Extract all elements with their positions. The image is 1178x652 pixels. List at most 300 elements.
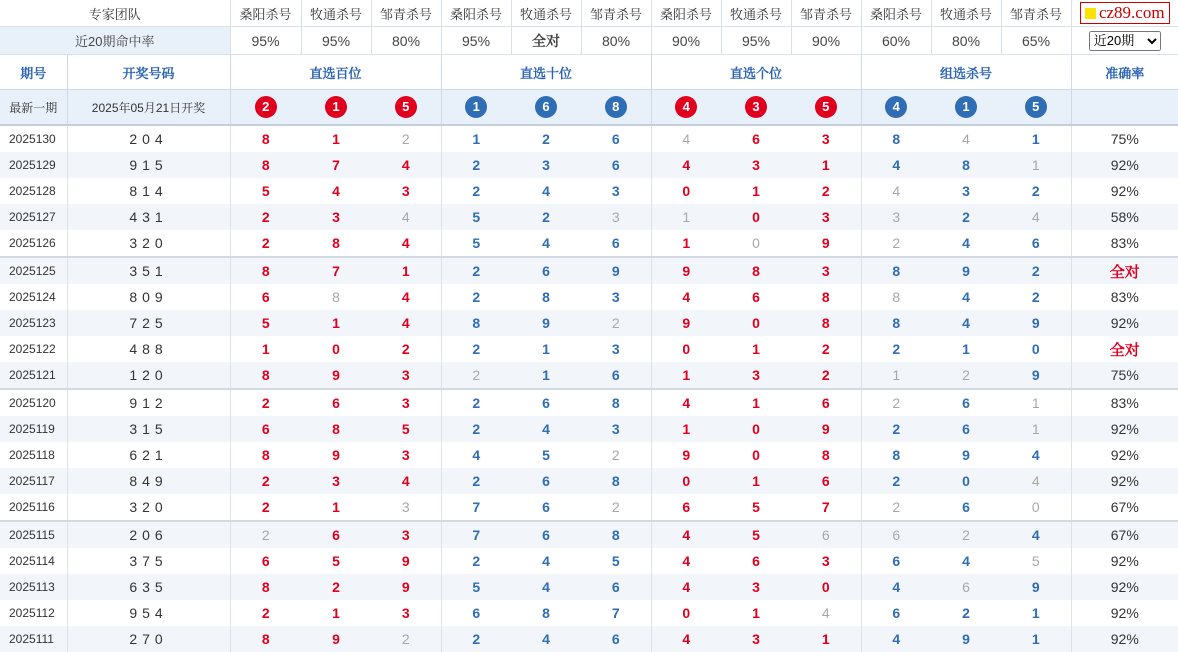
period-number: 2025127 (0, 204, 67, 230)
kill-number: 2 (892, 421, 901, 437)
kill-number: 4 (1031, 473, 1040, 489)
kill-number: 2 (1031, 289, 1040, 305)
draw-number: 621 (67, 442, 230, 468)
kill-number: 6 (682, 499, 691, 515)
kill-number: 1 (962, 341, 970, 357)
kill-number: 4 (892, 579, 901, 595)
kill-number: 4 (1031, 447, 1040, 463)
kill-number: 8 (261, 131, 270, 147)
kill-number: 2 (821, 183, 830, 199)
draw-number: 270 (67, 626, 230, 652)
kill-number: 8 (821, 315, 830, 331)
expert-name: 牧通杀号 (511, 0, 581, 27)
expert-name: 邹青杀号 (371, 0, 441, 27)
kill-number: 0 (821, 579, 830, 595)
kill-ball: 5 (815, 96, 837, 118)
table-row (0, 257, 1178, 284)
kill-number: 2 (542, 131, 550, 147)
kill-number: 2 (472, 395, 481, 411)
period-number: 2025115 (0, 521, 67, 548)
kill-number: 8 (962, 157, 970, 173)
draw-number: 320 (67, 494, 230, 521)
kill-number: 6 (892, 527, 901, 543)
kill-number: 4 (962, 553, 970, 569)
draw-number: 320 (67, 230, 230, 257)
kill-number: 9 (332, 631, 340, 647)
kill-number: 5 (261, 315, 270, 331)
draw-number: 912 (67, 389, 230, 416)
kill-number: 6 (611, 157, 620, 173)
draw-number: 488 (67, 336, 230, 362)
kill-number: 0 (682, 605, 691, 621)
kill-number: 4 (401, 315, 410, 331)
kill-number: 5 (611, 553, 620, 569)
kill-number: 6 (472, 605, 481, 621)
table-row (0, 521, 1178, 548)
kill-number: 6 (542, 473, 550, 489)
kill-number: 2 (472, 289, 481, 305)
table-row (0, 548, 1178, 574)
kill-number: 6 (821, 395, 830, 411)
expert-name: 桑阳杀号 (441, 0, 511, 27)
hit-rate: 95% (441, 27, 511, 55)
kill-number: 2 (1031, 263, 1040, 279)
kill-number: 4 (682, 631, 691, 647)
kill-number: 1 (1031, 421, 1040, 437)
kill-number: 2 (892, 341, 901, 357)
table-row (0, 442, 1178, 468)
kill-number: 3 (332, 473, 340, 489)
kill-number: 3 (401, 367, 410, 383)
kill-number: 0 (962, 473, 970, 489)
table-row (0, 574, 1178, 600)
table-row (0, 494, 1178, 521)
kill-number: 1 (752, 395, 760, 411)
kill-number: 6 (542, 527, 550, 543)
accuracy-value: 75% (1110, 367, 1139, 383)
kill-number: 1 (1031, 605, 1040, 621)
kill-number: 1 (261, 341, 270, 357)
kill-number: 6 (261, 421, 270, 437)
expert-name: 邹青杀号 (581, 0, 651, 27)
kill-number: 8 (611, 527, 620, 543)
kill-number: 6 (962, 499, 970, 515)
kill-number: 4 (962, 235, 970, 251)
accuracy-value: 92% (1110, 183, 1139, 199)
kill-number: 4 (332, 183, 340, 199)
kill-number: 8 (611, 395, 620, 411)
kill-number: 2 (472, 367, 481, 383)
kill-number: 4 (542, 631, 550, 647)
kill-number: 6 (542, 499, 550, 515)
accuracy-value: 58% (1110, 209, 1139, 225)
kill-number: 0 (332, 341, 340, 357)
kill-number: 4 (1031, 527, 1040, 543)
kill-ball: 1 (325, 96, 347, 118)
kill-number: 6 (821, 473, 830, 489)
kill-number: 8 (332, 289, 340, 305)
hit-rate: 65% (1001, 27, 1071, 55)
kill-number: 0 (752, 421, 760, 437)
kill-number: 3 (752, 579, 760, 595)
table-row (0, 389, 1178, 416)
kill-number: 9 (682, 315, 691, 331)
kill-number: 2 (821, 367, 830, 383)
kill-number: 4 (821, 605, 830, 621)
kill-number: 9 (1031, 367, 1040, 383)
kill-number: 2 (892, 473, 901, 489)
kill-ball: 1 (955, 96, 977, 118)
table-row (0, 362, 1178, 389)
accuracy-value: 67% (1110, 527, 1139, 543)
hit-rate: 95% (301, 27, 371, 55)
kill-number: 4 (962, 289, 970, 305)
kill-number: 8 (821, 447, 830, 463)
kill-number: 9 (962, 447, 970, 463)
accuracy-value: 92% (1110, 553, 1139, 569)
kill-number: 7 (332, 157, 340, 173)
table-row (0, 284, 1178, 310)
kill-number: 7 (472, 499, 481, 515)
accuracy-value: 75% (1110, 131, 1139, 147)
site-logo[interactable] (1080, 2, 1170, 24)
accuracy-value: 92% (1110, 421, 1139, 437)
kill-number: 4 (962, 315, 970, 331)
expert-name: 牧通杀号 (301, 0, 371, 27)
kill-number: 1 (682, 367, 691, 383)
kill-number: 3 (752, 157, 760, 173)
kill-number: 9 (821, 421, 830, 437)
kill-number: 1 (682, 235, 691, 251)
table-row (0, 125, 1178, 152)
period-number: 2025113 (0, 574, 67, 600)
latest-accuracy (1071, 90, 1178, 126)
accuracy-value: 全对 (1109, 341, 1140, 359)
period-number: 2025126 (9, 236, 56, 250)
draw-number: 204 (67, 125, 230, 152)
draw-number: 725 (67, 310, 230, 336)
table-row (0, 600, 1178, 626)
kill-number: 2 (472, 631, 481, 647)
table-row (0, 204, 1178, 230)
kill-number: 1 (401, 263, 410, 279)
kill-number: 4 (682, 289, 691, 305)
kill-number: 1 (1031, 157, 1040, 173)
kill-number: 4 (401, 289, 410, 305)
draw-number: 635 (67, 574, 230, 600)
kill-number: 6 (962, 395, 970, 411)
logo-square-icon (1085, 8, 1096, 19)
draw-number: 315 (67, 416, 230, 442)
kill-number: 1 (1031, 631, 1040, 647)
rate-label: 近20期命中率 (0, 27, 230, 55)
kill-number: 2 (962, 367, 970, 383)
kill-number: 9 (332, 447, 340, 463)
kill-number: 6 (752, 289, 760, 305)
kill-number: 2 (261, 209, 270, 225)
period-number: 2025124 (9, 290, 56, 304)
kill-number: 4 (401, 235, 410, 251)
col-group-units: 直选个位 (651, 55, 861, 90)
kill-number: 4 (542, 579, 550, 595)
kill-number: 2 (472, 183, 481, 199)
kill-number: 8 (472, 315, 481, 331)
kill-number: 9 (401, 579, 410, 595)
kill-number: 3 (611, 421, 620, 437)
kill-number: 6 (542, 263, 550, 279)
kill-number: 5 (472, 579, 481, 595)
kill-number: 9 (962, 631, 970, 647)
kill-number: 9 (1031, 579, 1040, 595)
accuracy-value: 83% (1110, 289, 1139, 305)
kill-number: 4 (401, 157, 410, 173)
kill-ball: 1 (465, 96, 487, 118)
table-row (0, 230, 1178, 257)
kill-number: 0 (752, 235, 760, 251)
kill-number: 5 (752, 527, 760, 543)
kill-number: 6 (611, 131, 620, 147)
kill-number: 9 (962, 263, 970, 279)
kill-number: 9 (682, 263, 691, 279)
kill-number: 4 (892, 157, 901, 173)
kill-ball: 4 (885, 96, 907, 118)
kill-number: 0 (752, 447, 760, 463)
kill-number: 2 (332, 579, 340, 595)
kill-number: 3 (401, 395, 410, 411)
hit-rate: 80% (371, 27, 441, 55)
kill-number: 4 (1031, 209, 1040, 225)
expert-name: 桑阳杀号 (230, 0, 301, 27)
table-row (0, 336, 1178, 362)
kill-number: 5 (401, 421, 410, 437)
team-label: 专家团队 (0, 0, 230, 27)
kill-ball: 8 (605, 96, 627, 118)
kill-number: 6 (332, 395, 340, 411)
kill-number: 3 (611, 209, 620, 225)
period-number: 2025120 (0, 389, 67, 416)
kill-number: 8 (892, 289, 901, 305)
kill-number: 3 (542, 157, 550, 173)
kill-number: 1 (542, 341, 550, 357)
kill-ball: 6 (535, 96, 557, 118)
kill-number: 1 (1031, 131, 1040, 147)
kill-number: 3 (401, 527, 410, 543)
kill-number: 6 (611, 631, 620, 647)
kill-number: 3 (821, 209, 830, 225)
kill-number: 1 (752, 473, 760, 489)
kill-number: 9 (1031, 315, 1040, 331)
kill-number: 8 (892, 131, 901, 147)
kill-number: 1 (332, 131, 340, 147)
period-range-select[interactable] (1089, 31, 1161, 51)
accuracy-value: 全对 (1109, 263, 1140, 281)
kill-number: 3 (821, 553, 830, 569)
period-number: 2025128 (9, 184, 56, 198)
kill-number: 6 (752, 131, 760, 147)
kill-number: 8 (752, 263, 760, 279)
kill-number: 9 (401, 553, 410, 569)
kill-number: 0 (1031, 341, 1040, 357)
kill-ball: 5 (1025, 96, 1047, 118)
col-accuracy: 准确率 (1071, 55, 1178, 90)
col-group-tens: 直选十位 (441, 55, 651, 90)
kill-number: 3 (752, 631, 760, 647)
kill-number: 0 (752, 209, 760, 225)
kill-number: 5 (1031, 553, 1040, 569)
kill-number: 6 (611, 235, 620, 251)
col-group-hundreds: 直选百位 (230, 55, 441, 90)
kill-number: 0 (682, 473, 691, 489)
table-row (0, 468, 1178, 494)
kill-number: 2 (611, 447, 620, 463)
period-number: 2025130 (9, 132, 56, 146)
kill-number: 0 (752, 315, 760, 331)
kill-number: 1 (1031, 395, 1040, 411)
kill-number: 2 (472, 553, 481, 569)
draw-number: 120 (67, 362, 230, 389)
column-header-row (0, 55, 1178, 90)
table-row (0, 178, 1178, 204)
expert-name: 邹青杀号 (791, 0, 861, 27)
kill-number: 4 (542, 183, 550, 199)
period-number: 2025116 (9, 500, 55, 514)
kill-number: 1 (332, 499, 340, 515)
kill-number: 1 (682, 209, 691, 225)
kill-number: 8 (332, 235, 340, 251)
accuracy-value: 92% (1110, 579, 1139, 595)
hit-rate: 60% (861, 27, 931, 55)
latest-row (0, 90, 1178, 126)
kill-number: 3 (752, 367, 760, 383)
kill-number: 3 (892, 209, 901, 225)
expert-name: 牧通杀号 (931, 0, 1001, 27)
col-period: 期号 (0, 55, 67, 90)
hit-rate: 95% (721, 27, 791, 55)
kill-number: 3 (401, 499, 410, 515)
expert-name: 桑阳杀号 (651, 0, 721, 27)
kill-number: 2 (962, 527, 970, 543)
kill-number: 6 (542, 395, 550, 411)
logo-text: cz89.com (1098, 3, 1165, 22)
kill-number: 0 (1031, 499, 1040, 515)
kill-number: 4 (682, 527, 691, 543)
kill-number: 6 (892, 605, 901, 621)
kill-number: 2 (261, 605, 270, 621)
kill-number: 2 (892, 499, 901, 515)
kill-number: 1 (752, 183, 760, 199)
kill-number: 1 (542, 367, 550, 383)
expert-team-row (0, 0, 1178, 27)
draw-number: 915 (67, 152, 230, 178)
accuracy-value: 92% (1110, 631, 1139, 647)
kill-number: 6 (821, 527, 830, 543)
kill-number: 2 (611, 315, 620, 331)
kill-number: 8 (261, 447, 270, 463)
kill-number: 2 (1031, 183, 1040, 199)
kill-number: 6 (332, 527, 340, 543)
kill-number: 1 (682, 421, 691, 437)
kill-number: 2 (542, 209, 550, 225)
kill-number: 3 (821, 131, 830, 147)
kill-number: 6 (1031, 235, 1040, 251)
kill-number: 8 (542, 289, 550, 305)
kill-number: 9 (682, 447, 691, 463)
accuracy-value: 92% (1110, 473, 1139, 489)
period-select-cell (1071, 27, 1178, 55)
kill-number: 2 (472, 421, 481, 437)
period-number: 2025112 (9, 606, 55, 620)
kill-number: 8 (821, 289, 830, 305)
kill-number: 1 (332, 605, 340, 621)
draw-number: 954 (67, 600, 230, 626)
hit-rate: 全对 (511, 27, 581, 55)
kill-number: 3 (401, 183, 410, 199)
expert-name: 牧通杀号 (721, 0, 791, 27)
kill-number: 3 (332, 209, 340, 225)
kill-number: 2 (892, 395, 901, 411)
kill-ball: 4 (675, 96, 697, 118)
kill-number: 4 (682, 131, 691, 147)
period-number: 2025111 (0, 626, 67, 652)
latest-date: 2025年05月21日开奖 (67, 90, 230, 126)
hit-rate: 80% (581, 27, 651, 55)
kill-number: 1 (752, 605, 760, 621)
kill-number: 8 (611, 473, 620, 489)
kill-number: 9 (611, 263, 620, 279)
expert-name: 桑阳杀号 (861, 0, 931, 27)
kill-number: 5 (542, 447, 550, 463)
kill-number: 6 (261, 553, 270, 569)
kill-number: 2 (401, 341, 410, 357)
kill-number: 9 (332, 367, 340, 383)
kill-number: 2 (962, 209, 970, 225)
kill-number: 9 (821, 235, 830, 251)
period-number: 2025117 (0, 468, 67, 494)
kill-ball: 5 (395, 96, 417, 118)
kill-number: 3 (401, 447, 410, 463)
accuracy-value: 83% (1110, 235, 1139, 251)
kill-number: 2 (261, 235, 270, 251)
kill-number: 2 (892, 235, 901, 251)
period-number: 2025121 (0, 362, 67, 389)
hit-rate: 80% (931, 27, 1001, 55)
kill-number: 2 (472, 157, 481, 173)
kill-number: 5 (472, 209, 481, 225)
accuracy-value: 83% (1110, 395, 1139, 411)
draw-number: 206 (67, 521, 230, 548)
kill-number: 3 (962, 183, 970, 199)
kill-number: 2 (611, 499, 620, 515)
kill-number: 6 (752, 553, 760, 569)
kill-number: 4 (962, 131, 970, 147)
kill-ball: 2 (255, 96, 277, 118)
accuracy-value: 67% (1110, 499, 1139, 515)
draw-number: 814 (67, 178, 230, 204)
table-row (0, 310, 1178, 336)
draw-number: 375 (67, 548, 230, 574)
kill-number: 2 (472, 473, 481, 489)
kill-number: 8 (261, 367, 270, 383)
table-row (0, 626, 1178, 652)
kill-number: 4 (401, 473, 410, 489)
kill-number: 3 (611, 289, 620, 305)
kill-number: 2 (261, 527, 270, 543)
kill-number: 2 (962, 605, 970, 621)
kill-number: 4 (892, 631, 901, 647)
logo-cell (1071, 0, 1178, 27)
kill-number: 8 (892, 263, 901, 279)
col-group-combo: 组选杀号 (861, 55, 1071, 90)
